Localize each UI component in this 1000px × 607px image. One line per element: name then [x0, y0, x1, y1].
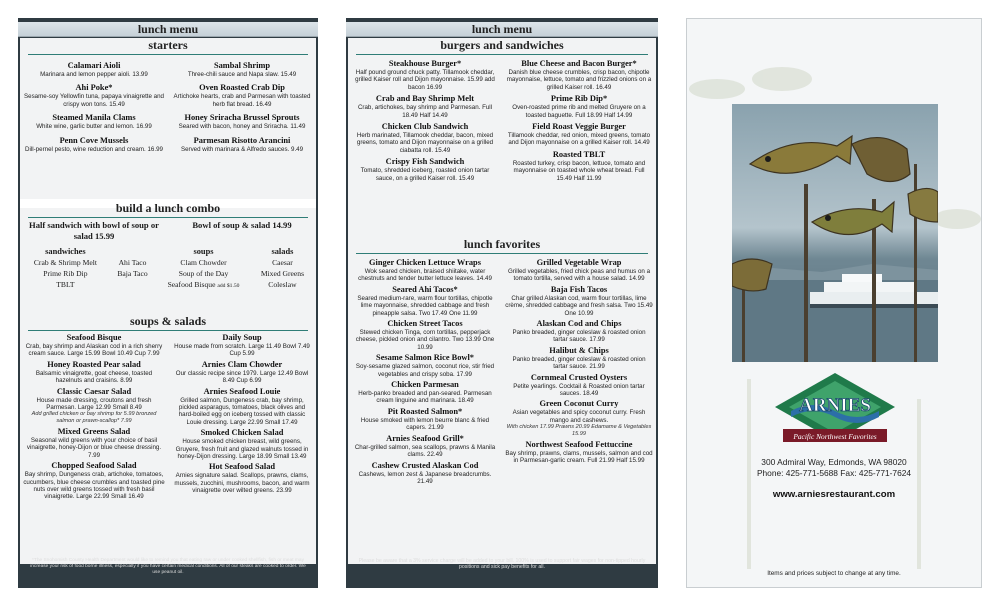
svg-text:ARNIES: ARNIES: [799, 395, 871, 416]
service-charge-footnote: Please be aware that a 3% service charge will be added to your bill. 100% is used to support fair wages for non-tipped hourly positions and sick pay benefits for all.: [358, 558, 646, 571]
fish-sculpture-artwork: [732, 104, 938, 362]
menu-item: Arnies Clam Chowder Our classic recipe since 1979. Large 12.49 Bowl 8.49 Cup 6.99: [175, 359, 309, 385]
burgers-right-column: [502, 59, 656, 184]
menu-item: Crispy Fish Sandwich Tomato, shredded iceberg, roasted onion tartar sauce, on a grilled Kaiser roll. 15.49: [360, 157, 490, 182]
menu-item: Crab and Bay Shrimp Melt Crab, artichokes, bay shrimp and Parmesan. Full 18.49 Half 14.49: [357, 94, 493, 119]
menu-item: Grilled Vegetable Wrap Grilled vegetables, fried chick peas and humus on a tomato tortilla, served with a house salad. 14.99: [507, 258, 651, 283]
menu-item: Prime Rib Dip* Oven-roasted prime rib and melted Gruyere on a toasted baguette. Full 18.99 Half 14.99: [512, 94, 646, 119]
section-title: soups & salads: [129, 314, 207, 328]
menu-item: Arnies Seafood Louie Grilled salmon, Dungeness crab, bay shrimp, pickled asparagus, tomatoes, black olives and hard-boiled egg on iceberg tossed with classic Louie dressing. Large 22.99 Small 17.49: [178, 386, 306, 426]
section-title: lunch favorites: [463, 237, 541, 251]
menu-item: Oven Roasted Crab Dip Artichoke hearts, crab and Parmesan with toasted herb flat bread. 16.49: [173, 83, 311, 108]
menu-item: Cashew Crusted Alaskan Cod Cashews, lemon zest & Japanese breadcrumbs. 21.49: [358, 460, 492, 485]
burgers-left-column: [348, 59, 502, 184]
divider: [28, 54, 308, 55]
favorites-section: [348, 234, 656, 564]
section-title: build a lunch combo: [115, 201, 221, 215]
burgers-section: [348, 38, 656, 234]
menu-item: Sambal Shrimp Three-chili sauce and Napa slaw. 15.49: [187, 61, 297, 78]
menu-item: Roasted TBLT Roasted turkey, crisp bacon, lettuce, tomato and mayonnaise on toasted whole wheat bread. Full 15.49 Half 11.99: [512, 149, 646, 182]
combo-option-soup-salad: Bowl of soup & salad 14.99: [192, 220, 292, 230]
menu-item: Classic Caesar Salad House made dressing, croutons and fresh Parmesan. Large 12.99 Small 8.49 Add grilled chicken or bay shrimp for 5.99 bronzed salmon or prawn-scallop* 7.99: [31, 386, 157, 425]
bisque-upcharge: add $1.50: [217, 283, 240, 289]
combo-salads: salads Caesar Mixed Greens Coleslaw: [260, 247, 305, 289]
menu-item: Chicken Street Tacos Stewed chicken Tinga, corn tortillas, pepperjack cheese, pickled onion and cilantro. Two 13.99 One 10.99: [355, 319, 495, 351]
menu-item: Ginger Chicken Lettuce Wraps Wok seared chicken, braised shiitake, water chestnuts and tender butter lettuce leaves. 14.49: [358, 258, 492, 283]
menu-item: Sesame Salmon Rice Bowl* Soy-sesame glazed salmon, coconut rice, stir fried vegetables and crispy soba. 17.99: [355, 353, 495, 378]
menu-item: Penn Cove Mussels Dill-pernel pesto, wine reduction and cream. 16.99: [25, 135, 163, 153]
menu-item: Daily Soup House made from scratch. Large 11.49 Bowl 7.49 Cup 5.99: [174, 333, 310, 358]
starters-left-column: [20, 61, 168, 155]
menu-panel-left: [18, 18, 318, 588]
combo-sandwiches-more: Ahi Taco Baja Taco: [117, 258, 148, 278]
divider: [28, 330, 308, 331]
health-footnote: *The Snohomish County Health Department would like to remind you that eating raw or under cooked shellfish, fish or meat may increase your risk of food borne illness, especially if you have certain medical conditions. All of our steaks are cooked to order. We use peanut oil.: [30, 558, 306, 575]
menu-item: Northwest Seafood Fettuccine Bay shrimp, prawns, clams, mussels, salmon and cod in Parmesan-garlic cream. Full 21.99 Half 15.99: [505, 439, 653, 465]
website-link[interactable]: www.arniesrestaurant.com: [772, 489, 896, 500]
menu-item: Steakhouse Burger* Half pound ground chuck patty. Tillamook cheddar, grilled Kaiser roll and Dijon mayonnaise. 15.99 add bacon 16.99: [355, 59, 495, 91]
section-title: burgers and sandwiches: [440, 38, 564, 52]
phone-fax: Phone: 425-771-5688 Fax: 425-771-7624: [756, 468, 912, 478]
panel-header: lunch menu: [18, 22, 318, 37]
combo-section: [20, 199, 316, 314]
menu-item: Pit Roasted Salmon* House smoked with lemon beurre blanc & fried capers. 21.99: [360, 406, 490, 432]
menu-item: Seared Ahi Tacos* Seared medium-rare, warm flour tortillas, chipotle lime mayonnaise, shredded cabbage and fresh pineapple salsa. Two 17.49 One 11.99: [357, 284, 493, 317]
combo-sandwiches: sandwiches Crab & Shrimp Melt Prime Rib Dip TBLT: [33, 247, 97, 289]
menu-item: Calamari Aioli Marinara and lemon pepper aioli. 13.99: [40, 61, 148, 78]
svg-text:Pacific Northwest Favorites: Pacific Northwest Favorites: [793, 432, 877, 441]
divider: [28, 217, 308, 218]
section-title: starters: [148, 38, 188, 52]
menu-item: Seafood Bisque Crab, bay shrimp and Alaskan cod in a rich sherry cream sauce. Large 15.99 Bowl 10.49 Cup 7.99: [25, 333, 163, 358]
menu-item: Ahi Poke* Sesame-soy Yellowfin tuna, papaya vinaigrette and crispy won tons. 15.49: [24, 83, 164, 108]
panel-header: lunch menu: [346, 22, 658, 37]
arnies-logo: [773, 371, 897, 451]
menu-item: Honey Roasted Pear salad Balsamic vinaigrette, goat cheese, toasted hazelnuts and craisins. 8.99: [35, 359, 153, 385]
menu-item: Steamed Manila Clams White wine, garlic butter and lemon. 16.99: [36, 113, 152, 131]
menu-item: Chicken Parmesan Herb-panko breaded and pan-seared. Parmesan cream linguine and marinara. 18.49: [358, 380, 492, 405]
favorites-right-column: [502, 258, 656, 487]
menu-item: Green Coconut Curry Asian vegetables and spicy coconut curry. Fresh mango and cashews. With chicken 17.99 Prawns 20.99 Edamame & Vegetables 15.99: [506, 399, 652, 438]
starters-section: [20, 38, 316, 208]
cover-panel: [686, 18, 982, 588]
menu-item: Arnies Seafood Grill* Char-grilled salmon, sea scallops, prawns & Manila clams. 22.49: [354, 433, 496, 459]
starters-right-column: [168, 61, 316, 155]
combo-option-half-sandwich: Half sandwich with bowl of soup or salad 15.99: [29, 220, 159, 241]
menu-item: Halibut & Chips Panko breaded, ginger coleslaw & roasted onion tartar sauce. 21.99: [512, 345, 646, 371]
menu-item: Chicken Club Sandwich Herb marinated, Tillamook cheddar, bacon, mixed greens, tomato and Dijon mayonnaise on a grilled ciabatta roll. 15.49: [356, 122, 494, 154]
menu-item: Blue Cheese and Bacon Burger* Danish blue cheese crumbles, crisp bacon, chipotle mayonnaise, lettuce, tomato and frizzled onions on a grilled Kaiser roll. 16.49: [506, 59, 652, 91]
menu-item: Field Roast Veggie Burger Tillamook cheddar, red onion, mixed greens, tomato and Dijon mayonnaise on a grilled Kaiser roll. 14.49: [507, 122, 651, 147]
menu-item: Alaskan Cod and Chips Panko breaded, ginger coleslaw & roasted onion tartar sauce. 17.99: [512, 319, 646, 344]
menu-item: Mixed Greens Salad Seasonal wild greens with your choice of basil vinaigrette, honey-Dijon or blue cheese dressing. 7.99: [26, 427, 162, 459]
menu-item: Cornmeal Crusted Oysters Petite yearlings. Cocktail & Roasted onion tartar sauces. 18.49: [513, 372, 645, 398]
soups-salads-section: [20, 314, 316, 564]
favorites-left-column: [348, 258, 502, 487]
menu-item: Chopped Seafood Salad Bay shrimp, Dungeness crab, artichoke, tomatoes, cucumbers, blue cheese crumbles and toasted pine nuts over wild greens tossed with fresh basil vinaigrette. Large 22.99 Small 16.49: [23, 461, 165, 501]
divider: [356, 253, 648, 254]
divider: [356, 54, 648, 55]
address: 300 Admiral Way, Edmonds, WA 98020: [761, 457, 907, 467]
price-disclaimer: Items and prices subject to change at any time.: [767, 570, 901, 577]
menu-item: Parmesan Risotto Arancini Served with marinara & Alfredo sauces. 9.49: [180, 135, 304, 153]
menu-item: Honey Sriracha Brussel Sprouts Seared with bacon, honey and Sriracha. 11.49: [178, 113, 306, 131]
soups-salads-left-column: [20, 333, 168, 503]
combo-soups: soups Clam Chowder Soup of the Day Seafood Bisque add $1.50: [167, 247, 240, 289]
soups-salads-right-column: [168, 333, 316, 503]
menu-panel-middle: [346, 18, 658, 588]
menu-item: Baja Fish Tacos Char grilled Alaskan cod, warm flour tortillas, lime crème, shredded cabbage and fresh salsa. Two 15.49 One 10.99: [505, 284, 653, 317]
menu-item: Hot Seafood Salad Arnies signature salad. Scallops, prawns, clams, mussels, zucchini, mushrooms, bacon, and warm vinaigrette over wilted greens. 23.99: [174, 462, 310, 495]
menu-item: Smoked Chicken Salad House smoked chicken breast, wild greens, Gruyere, fresh fruit and glazed walnuts tossed in honey-Dijon dressing. Large 18.99 Small 13.49: [175, 428, 309, 461]
